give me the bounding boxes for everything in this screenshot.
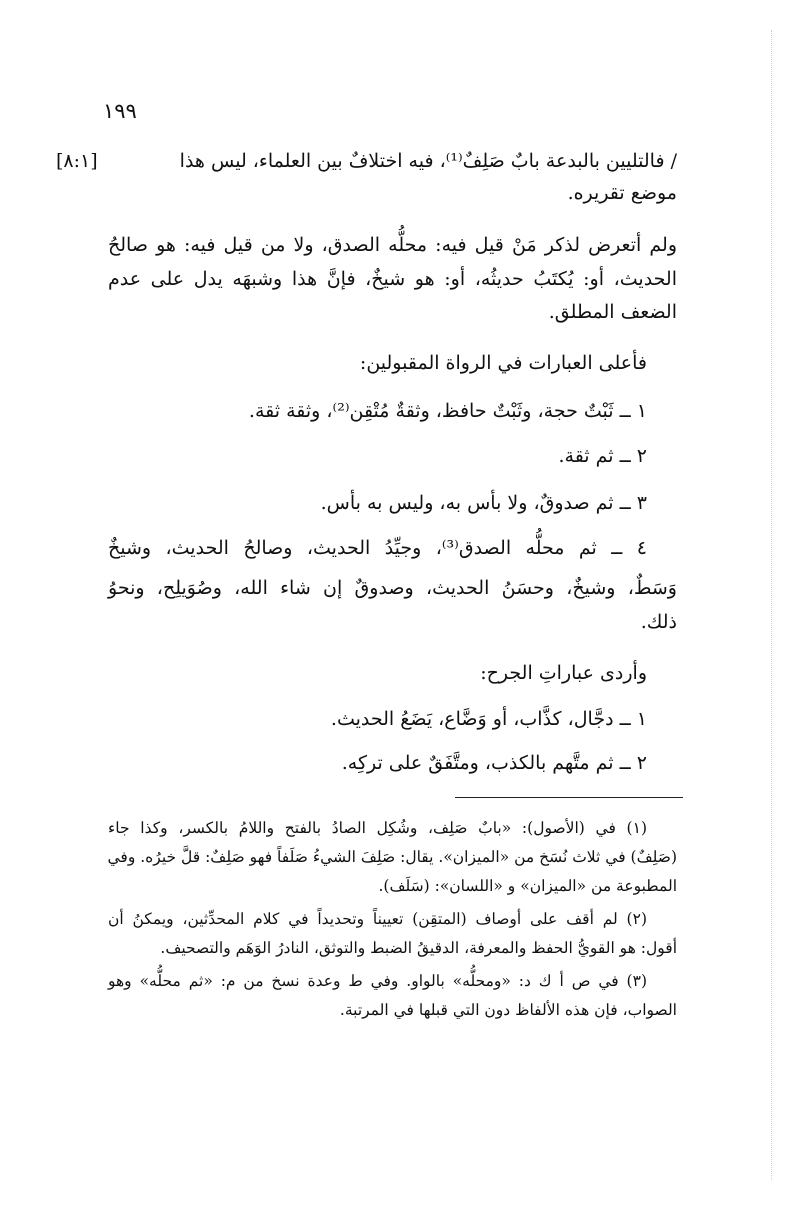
footnote-1-line-2: (صَلِفٌ) في ثلاث نُسَخ من «الميزان». يقال: صَلِفَ الشيءُ صَلَفاً فهو صَلِفٌ: قلَّ خيرُه. وفي (107, 848, 677, 866)
paragraph-3-line-1: فأعلى العبارات في الرواة المقبولين: (359, 352, 647, 374)
page-marker: [٨:١] (56, 150, 98, 172)
paragraph-1-line-2: موضع تقريره. (567, 182, 677, 204)
footnote-3-line-1: (٣) في ص أ ك د: «ومحلُّه» بالواو. وفي ط وعدة نسخ من م: «ثم محلُّه» وهو (108, 972, 647, 990)
footnote-2-line-2: أقول: هو القويُّ الحفظ والمعرفة، الدقيقُ الضبط والتوثق، النادرُ الوَهَم والتصحيف. (160, 939, 677, 957)
list-item-4-line-2: وَسَطٌ، وشيخٌ، وحسَنُ الحديث، وصدوقٌ إن شاء الله، وصُوَيلِح، ونحوُ (108, 577, 677, 599)
page-edge-line (771, 30, 772, 1180)
footnote-3-line-2: الصواب، فإن هذه الألفاظ دون التي قبلها في المرتبة. (339, 1001, 677, 1019)
paragraph-1-line-1: / فالتليين بالبدعة بابٌ صَلِفٌ⁽¹⁾، فيه اختلافٌ بين العلماء، ليس هذا (179, 150, 677, 172)
list-item-2: ٢ ــ ثم ثقة. (558, 445, 647, 467)
list-item-1: ١ ــ ثَبْتٌ حجة، وثَبْتٌ حافظ، وثقةٌ مُتْقِن⁽²⁾، وثقة ثقة. (248, 400, 647, 422)
paragraph-2-line-1: ولم أتعرض لذكر مَنْ قيل فيه: محلُّه الصدق، ولا من قيل فيه: هو صالحُ (108, 234, 677, 256)
footnote-separator (455, 797, 683, 798)
paragraph-2-line-2: الحديث، أو: يُكتَبُ حديثُه، أو: هو شيخٌ، فإنَّ هذا وشبهَه يدل على عدم (108, 268, 677, 290)
footnote-2-line-1: (٢) لم أقف على أوصاف (المتقِن) تعييناً وتحديداً في كلام المحدِّثين، ويمكنُ أن (108, 910, 647, 928)
paragraph-2-line-3: الضعف المطلق. (548, 301, 677, 323)
jarh-item-1: ١ ــ دجَّال، كذَّاب، أو وَضَّاع، يَضَعُ الحديث. (330, 708, 647, 730)
footnote-1-line-3: المطبوعة من «الميزان» و «اللسان»: (سَلَف). (378, 877, 677, 895)
paragraph-4-line-1: وأردى عباراتِ الجرح: (480, 662, 647, 684)
list-item-3: ٣ ــ ثم صدوقٌ، ولا بأس به، وليس به بأس. (320, 492, 647, 514)
list-item-4-line-1: ٤ ــ ثم محلُّه الصدق⁽³⁾، وجيِّدُ الحديث، وصالحُ الحديث، وشيخٌ (108, 537, 647, 559)
footnote-1-line-1: (١) في (الأصول): «بابٌ صَلِف، وشُكِل الصادُ بالفتح واللامُ بالكسر، وكذا جاء (108, 819, 647, 837)
list-item-4-line-3: ذلك. (640, 611, 677, 633)
page-number: ١٩٩ (103, 99, 137, 123)
jarh-item-2: ٢ ــ ثم متَّهم بالكذب، ومتَّفَقٌ على تركِه. (341, 752, 647, 774)
